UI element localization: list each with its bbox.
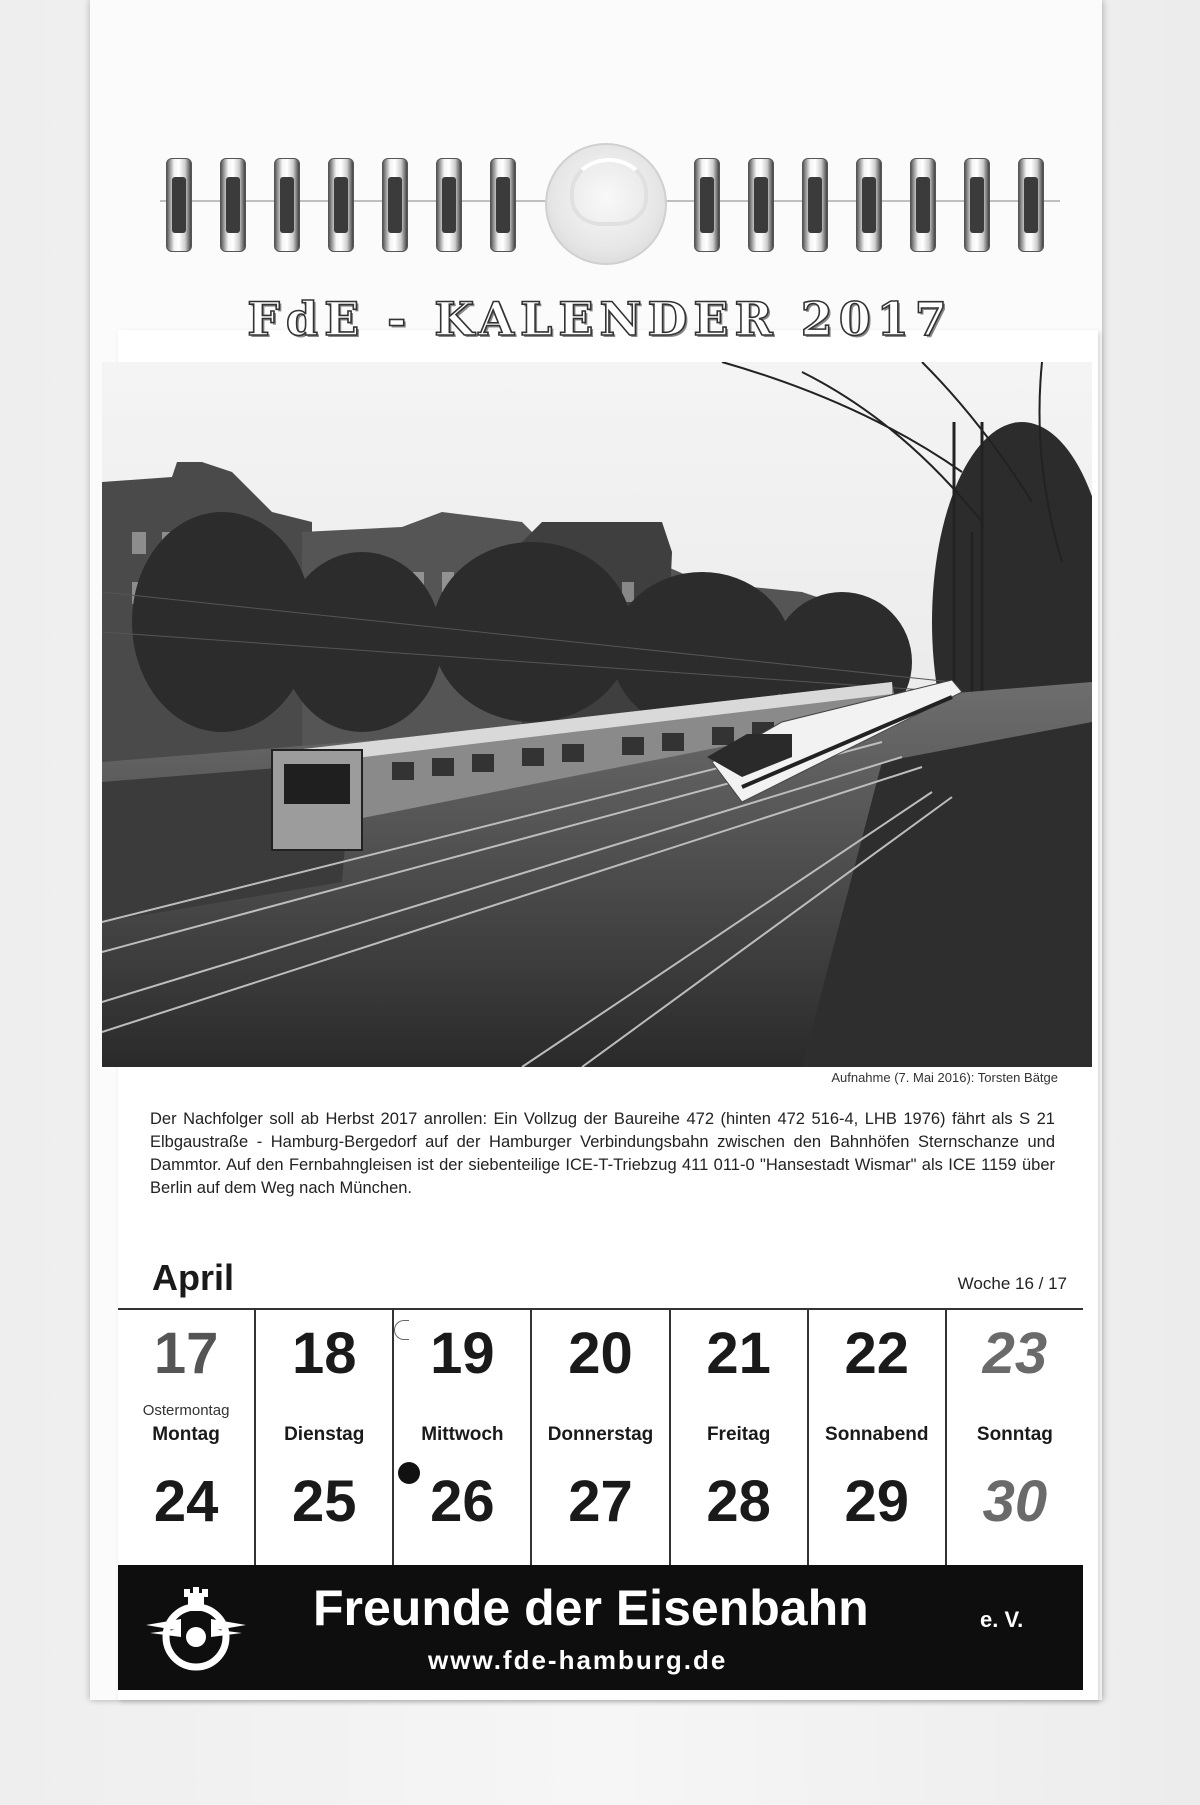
- weekday-label: Montag: [152, 1424, 220, 1445]
- winged-wheel-logo-icon: [146, 1585, 246, 1675]
- hanger-hook: [570, 158, 648, 226]
- spiral-loop: [220, 158, 246, 252]
- spiral-loop: [382, 158, 408, 252]
- date-number: 24: [153, 1469, 219, 1534]
- spiral-loop: [328, 158, 354, 252]
- photo-credit: Aufnahme (7. Mai 2016): Torsten Bätge: [831, 1070, 1058, 1085]
- day-column-wednesday: [394, 1310, 532, 1566]
- date-number: 18: [291, 1321, 357, 1386]
- day-column-thursday: [532, 1310, 670, 1566]
- day-column-monday: [118, 1310, 256, 1566]
- date-number: 26: [430, 1469, 495, 1534]
- spiral-loop: [1018, 158, 1044, 252]
- day-column-sunday: [947, 1310, 1083, 1566]
- weekday-label: Dienstag: [284, 1424, 365, 1445]
- spiral-loop: [964, 158, 990, 252]
- footer-banner: [118, 1565, 1083, 1690]
- website-url[interactable]: www.fde-hamburg.de: [428, 1645, 728, 1675]
- train-photo-illustration: [102, 362, 1092, 1067]
- date-number: 28: [706, 1469, 771, 1534]
- holiday-label: Ostermontag: [142, 1402, 230, 1419]
- weekday-label: Sonnabend: [825, 1424, 929, 1445]
- spiral-loop: [490, 158, 516, 252]
- date-number: 19: [430, 1321, 495, 1386]
- photo-caption: Der Nachfolger soll ab Herbst 2017 anrollen: Ein Vollzug der Baureihe 472 (hinten 472 516-4, LHB 1976) fährt als S 21 Elbgaustraße - Hamburg-Bergedorf auf der Hamburger Verbindungsbahn zwischen den Bahnhöfen Sternschanze und Dammtor. Auf den Fernbahngleisen ist der siebenteilige ICE-T-Triebzug 411 011-0 "Hansestadt Wismar" als ICE 1159 über Berlin auf dem Weg nach München.: [150, 1110, 1055, 1197]
- spiral-loop: [856, 158, 882, 252]
- date-number: 25: [291, 1469, 357, 1534]
- spiral-loop: [910, 158, 936, 252]
- month-label: April: [152, 1257, 235, 1298]
- date-number: 22: [844, 1321, 910, 1386]
- spiral-loop: [166, 158, 192, 252]
- date-number: 20: [568, 1321, 633, 1386]
- date-number: 30: [982, 1469, 1048, 1534]
- spiral-loop: [748, 158, 774, 252]
- week-grid: [118, 1308, 1083, 1566]
- weekday-label: Mittwoch: [421, 1424, 504, 1445]
- weekday-label: Donnerstag: [547, 1424, 654, 1445]
- spiral-loop: [802, 158, 828, 252]
- day-column-saturday: [809, 1310, 947, 1566]
- calendar-title: FdE - KALENDER 2017: [247, 292, 953, 346]
- date-number: 23: [982, 1321, 1048, 1386]
- weekday-label: Sonntag: [976, 1424, 1053, 1445]
- date-number: 29: [844, 1469, 910, 1534]
- weekday-label: Freitag: [706, 1424, 771, 1445]
- train-photo: [102, 362, 1092, 1067]
- spiral-loop: [274, 158, 300, 252]
- day-column-tuesday: [256, 1310, 394, 1566]
- date-number: 21: [706, 1321, 771, 1386]
- spiral-loop: [436, 158, 462, 252]
- organization-suffix: e. V.: [980, 1607, 1024, 1632]
- date-number: 27: [568, 1469, 633, 1534]
- spiral-loop: [694, 158, 720, 252]
- date-number: 17: [153, 1321, 219, 1386]
- organization-name: Freunde der Eisenbahn: [313, 1580, 869, 1636]
- day-column-friday: [671, 1310, 809, 1566]
- week-label: Woche 16 / 17: [957, 1274, 1067, 1293]
